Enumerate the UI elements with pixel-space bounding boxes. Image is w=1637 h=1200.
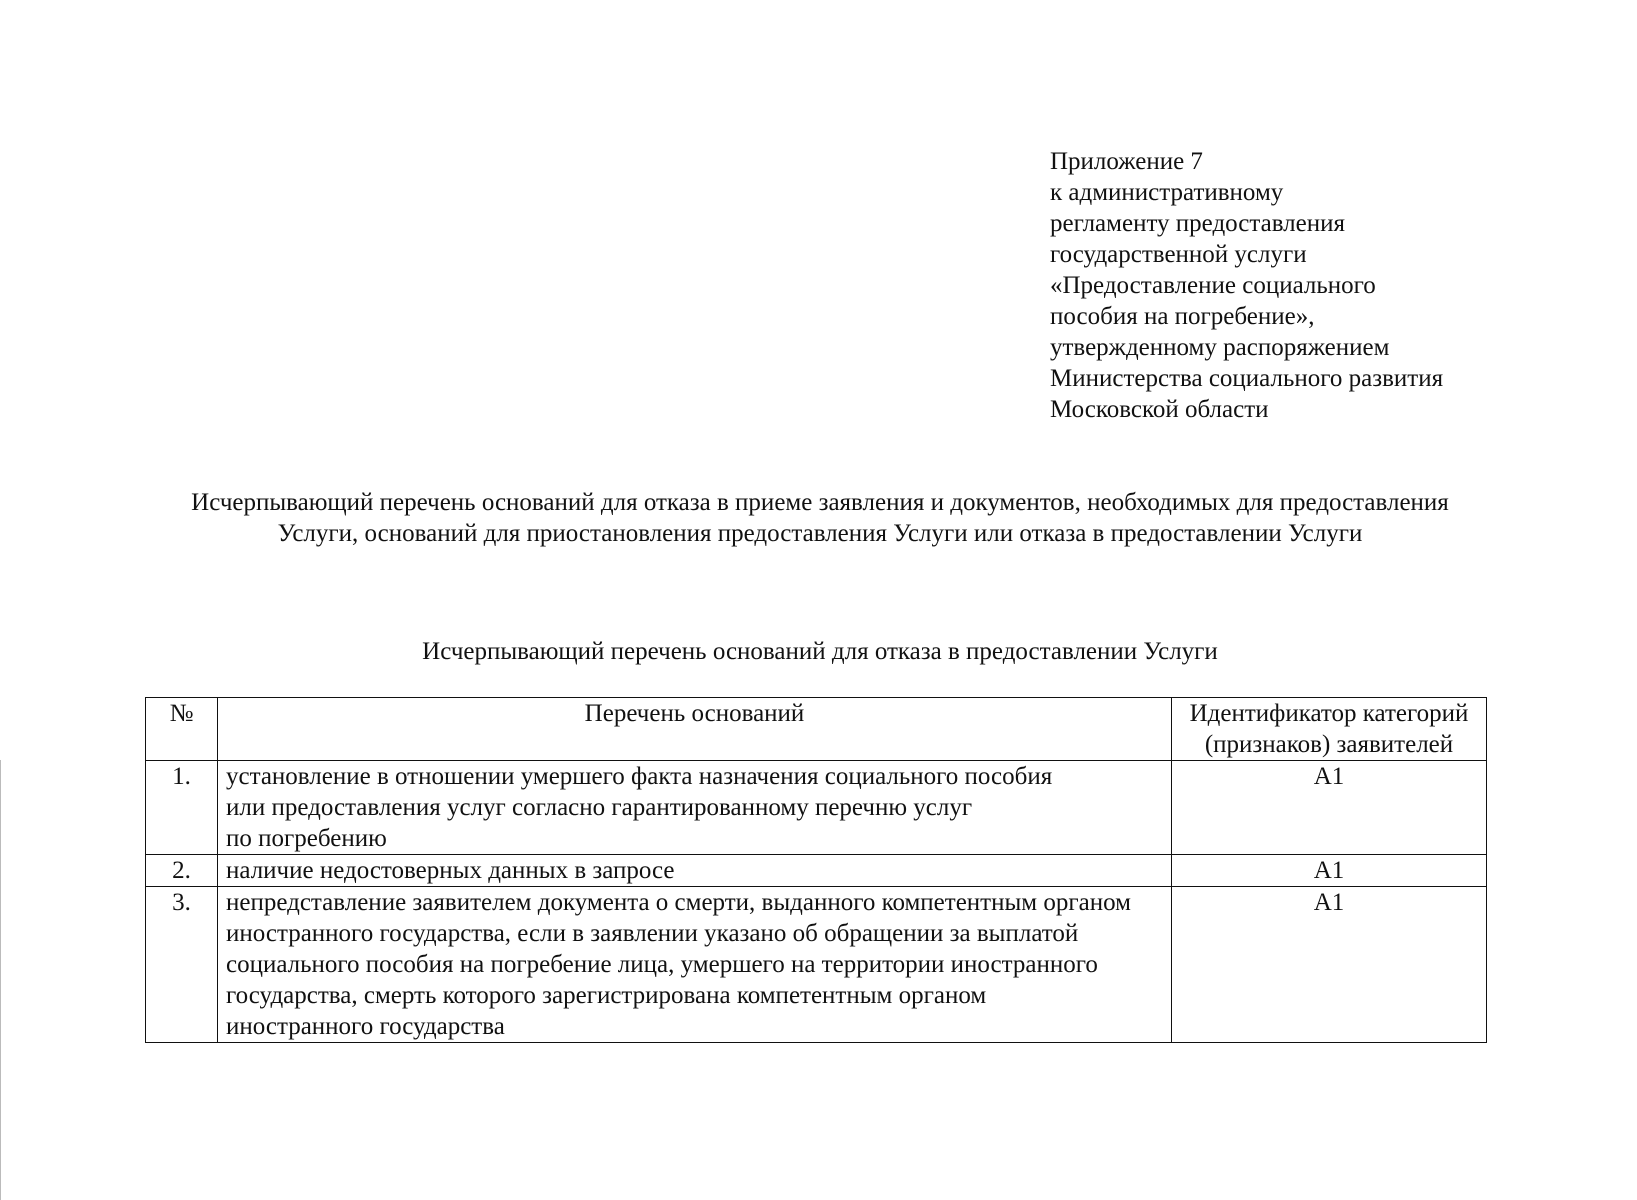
grounds-line: социального пособия на погребение лица, умершего на территории иностранного	[226, 951, 1098, 978]
grounds-line: иностранного государства	[226, 1013, 505, 1040]
grounds-line: наличие недостоверных данных в запросе	[226, 857, 675, 884]
header-identifier-line: Идентификатор категорий	[1189, 700, 1469, 727]
appendix-line: Приложение 7	[1050, 148, 1203, 175]
grounds-line: или предоставления услуг согласно гарантированному перечню услуг	[226, 794, 973, 821]
grounds-line: государства, смерть которого зарегистрирована компетентным органом	[226, 982, 987, 1009]
table-row	[146, 761, 1487, 855]
row-grounds	[218, 887, 1172, 1043]
appendix-line: Московской области	[1050, 396, 1269, 423]
appendix-line: регламенту предоставления	[1050, 210, 1346, 237]
header-identifier-line: (признаков) заявителей	[1204, 731, 1454, 758]
document-title	[150, 487, 1490, 549]
table-header-row	[146, 698, 1487, 761]
header-number: №	[146, 698, 218, 761]
row-identifier: А1	[1172, 855, 1487, 887]
title-line: Исчерпывающий перечень оснований для отказа в приеме заявления и документов, необходимых для предоставления	[191, 489, 1449, 516]
table-caption: Исчерпывающий перечень оснований для отказа в предоставлении Услуги	[422, 638, 1218, 665]
table-row	[146, 887, 1487, 1043]
title-line: Услуги, оснований для приостановления предоставления Услуги или отказа в предоставлении Услуги	[277, 520, 1363, 547]
table-row	[146, 855, 1487, 887]
row-grounds	[218, 761, 1172, 855]
grounds-line: непредставление заявителем документа о смерти, выданного компетентным органом	[226, 889, 1131, 916]
appendix-note	[1050, 146, 1443, 425]
appendix-line: «Предоставление социального	[1050, 272, 1376, 299]
scan-edge-line	[0, 760, 1, 1200]
header-grounds: Перечень оснований	[218, 698, 1172, 761]
row-number: 1.	[146, 761, 218, 855]
grounds-table	[145, 697, 1487, 1043]
appendix-line: утвержденному распоряжением	[1050, 334, 1390, 361]
header-identifier	[1172, 698, 1487, 761]
appendix-line: к административному	[1050, 179, 1284, 206]
row-number: 2.	[146, 855, 218, 887]
grounds-line: по погребению	[226, 825, 387, 852]
appendix-line: государственной услуги	[1050, 241, 1307, 268]
grounds-line: иностранного государства, если в заявлении указано об обращении за выплатой	[226, 920, 1079, 947]
row-number: 3.	[146, 887, 218, 1043]
grounds-line: установление в отношении умершего факта назначения социального пособия	[226, 763, 1053, 790]
row-identifier: А1	[1172, 887, 1487, 1043]
row-identifier: А1	[1172, 761, 1487, 855]
appendix-line: пособия на погребение»,	[1050, 303, 1315, 330]
appendix-line: Министерства социального развития	[1050, 365, 1444, 392]
row-grounds	[218, 855, 1172, 887]
